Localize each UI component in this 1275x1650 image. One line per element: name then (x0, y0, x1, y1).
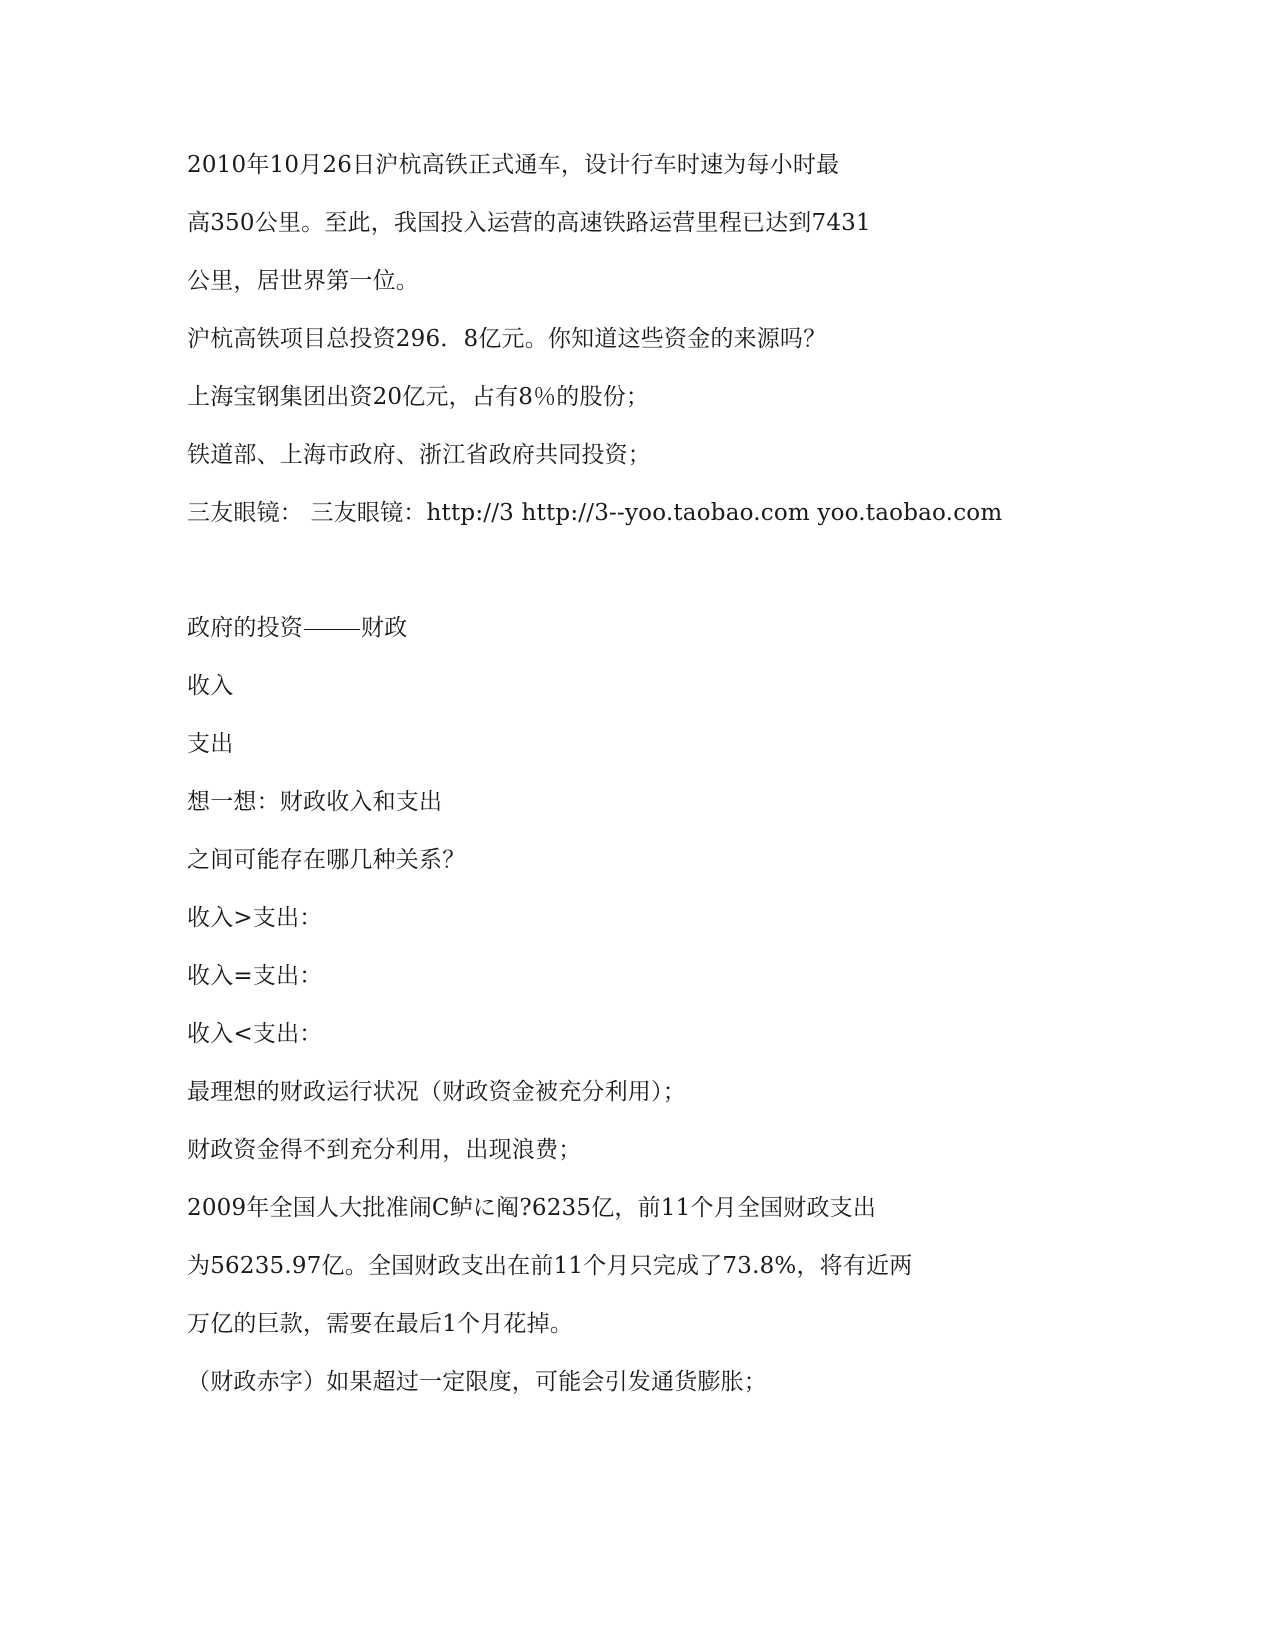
text-line: （财政赤字）如果超过一定限度，可能会引发通货膨胀； (187, 1369, 767, 1395)
text-line: 之间可能存在哪几种关系？ (187, 847, 466, 873)
text-line: 最理想的财政运行状况（财政资金被充分利用）； (187, 1079, 686, 1105)
section-heading (187, 613, 407, 643)
text-line: 收入<支出： (187, 1021, 323, 1047)
text-line: 高350公里。至此，我国投入运营的高速铁路运营里程已达到7431 (187, 210, 871, 236)
text-line: 2010年10月26日沪杭高铁正式通车，设计行车时速为每小时最 (187, 152, 840, 178)
text-line: 2009年全国人大批准闹C鲈に阄?6235亿，前11个月全国财政支出 (187, 1195, 877, 1221)
heading-left: 政府的投资 (187, 615, 303, 641)
text-line: 支出 (187, 731, 234, 757)
text-line: 收入 (187, 673, 234, 699)
text-line: 上海宝钢集团出资20亿元，占有8％的股份； (187, 384, 650, 410)
text-line: 铁道部、上海市政府、浙江省政府共同投资； (187, 442, 651, 468)
text-line: 想一想：财政收入和支出 (187, 789, 443, 815)
text-line: 收入=支出： (187, 963, 323, 989)
text-line: 沪杭高铁项目总投资296．8亿元。你知道这些资金的来源吗？ (187, 326, 827, 352)
em-dash (304, 629, 360, 630)
text-line-link: 三友眼镜： 三友眼镜：http://3 http://3--yoo.taobao.com yoo.taobao.com (187, 500, 1003, 526)
text-line: 收入>支出： (187, 905, 323, 931)
heading-right: 财政 (361, 615, 408, 641)
text-line: 万亿的巨款，需要在最后1个月花掉。 (187, 1311, 574, 1337)
text-line: 公里，居世界第一位。 (187, 268, 419, 294)
text-line: 财政资金得不到充分利用，出现浪费； (187, 1137, 582, 1163)
text-line: 为56235.97亿。全国财政支出在前11个月只完成了73.8%，将有近两 (187, 1253, 913, 1279)
